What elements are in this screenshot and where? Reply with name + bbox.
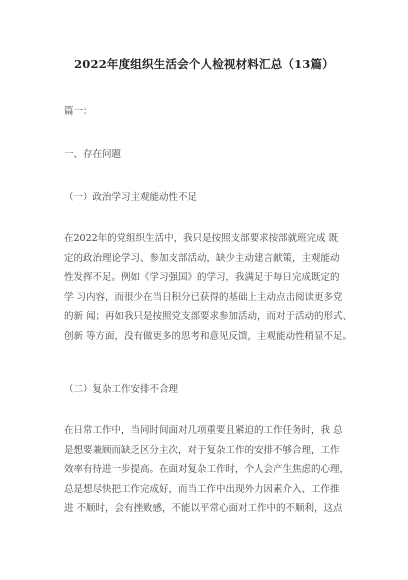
paragraph-line: 在2022年的党组织生活中，我只是按照支部要求按部就班完成 既 [64,233,339,244]
paragraph-line: 总是想尽快把工作完成好，而当工作中出现外力因素介入、工作推 [64,483,340,495]
paragraph-line: 的新 闻；再如我只是按照党支部要求参加活动，而对于活动的形式、 [64,311,353,323]
paragraph-line: 定的政治理论学习、参加支部活动，缺少主动建言献策，主观能动 [64,252,340,264]
paragraph-line: 进 不顺时，会有挫败感，不能以平常心面对工作中的不顺利，这点 [64,503,343,515]
paragraph-line: 学 习内容，而很少在当日积分已获得的基础上主动点击阅读更多党 [64,291,343,303]
subsection-heading: （一）政治学习主观能动性不足 [64,192,198,203]
paragraph-line: 是想要兼顾而缺乏区分主次，对于复杂工作的安排不够合理，工作 [64,444,340,456]
subsection-heading: （二）复杂工作安排不合理 [64,384,179,395]
paragraph-line: 效率有待进一步提高。在面对复杂工作时，个人会产生焦虑的心理， [64,464,350,476]
paragraph [64,421,350,519]
paragraph-line: 创新 等方面，没有做更多的思考和意见反馈，主观能动性稍显不足。 [64,330,353,342]
paragraph-line: 性发挥不足。例如《学习强国》的学习，我满足于每日完成既定的 [64,272,340,284]
document-title: 2022年度组织生活会个人检视材料汇总（13篇） [74,57,334,71]
part-label: 篇一： [64,106,93,117]
section-heading: 一、存在问题 [64,149,122,160]
paragraph [64,229,353,347]
paragraph-line: 在日常工作中，当同时间面对几项重要且紧迫的工作任务时，我 总 [64,425,343,436]
